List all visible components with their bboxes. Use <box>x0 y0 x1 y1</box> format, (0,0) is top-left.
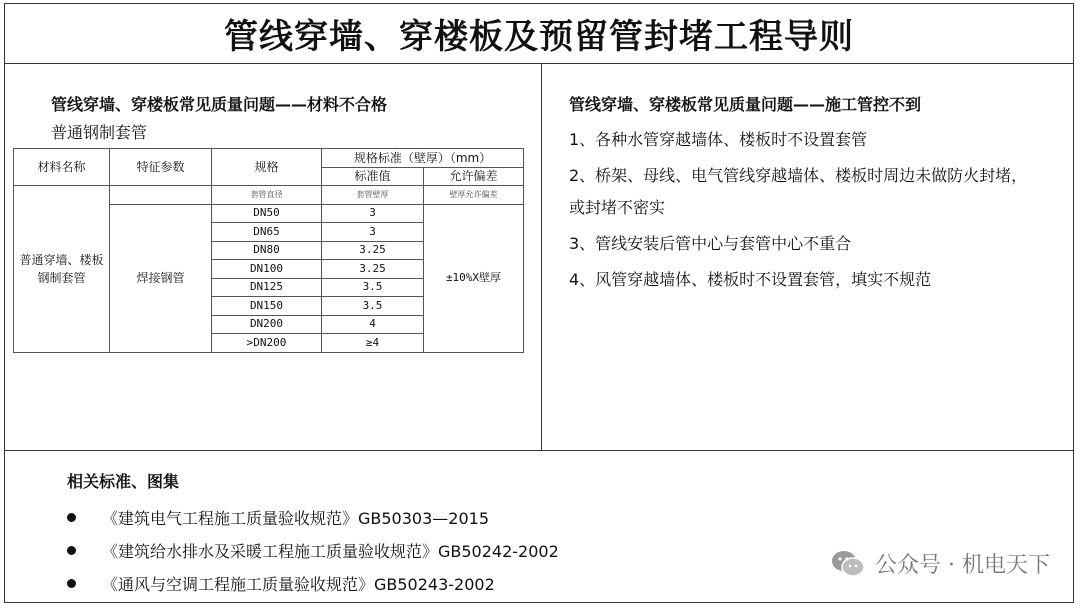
standards-heading: 相关标准、图集 <box>67 472 180 491</box>
empty-cell <box>110 186 212 205</box>
material-name-cell: 普通穿墙、楼板钢制套管 <box>14 186 110 353</box>
list-item: 2、桥架、母线、电气管线穿越墙体、楼板时周边未做防火封堵，或封堵不密实 <box>569 166 1028 217</box>
watermark <box>831 548 1050 579</box>
list-item: 3、管线安装后管中心与套管中心不重合 <box>569 234 852 253</box>
feature-cell: 焊接钢管 <box>110 204 212 352</box>
list-item <box>67 501 559 534</box>
value-cell: 3.5 <box>322 297 424 316</box>
subheader-tolerance: 壁厚允许偏差 <box>424 186 524 205</box>
spec-cell: DN100 <box>212 260 322 279</box>
header-spec: 规格 <box>212 149 322 186</box>
value-cell: 4 <box>322 315 424 334</box>
value-cell: 3.25 <box>322 260 424 279</box>
header-std-value: 标准值 <box>322 167 424 186</box>
construction-issue-heading: 管线穿墙、穿楼板常见质量问题——施工管控不到 <box>569 95 922 114</box>
wechat-icon <box>831 550 865 578</box>
header-tolerance: 允许偏差 <box>424 167 524 186</box>
value-cell: 3.25 <box>322 241 424 260</box>
spec-cell: DN125 <box>212 278 322 297</box>
slide-frame <box>4 3 1074 603</box>
value-cell: ≥4 <box>322 334 424 353</box>
tolerance-cell: ±10%X壁厚 <box>424 204 524 352</box>
material-issue-heading: 管线穿墙、穿楼板常见质量问题——材料不合格 <box>51 95 388 114</box>
issues-section <box>5 64 1073 451</box>
value-cell: 3.5 <box>322 278 424 297</box>
header-feature: 特征参数 <box>110 149 212 186</box>
standards-list <box>67 501 559 600</box>
list-item: 4、风管穿越墙体、楼板时不设置套管，填实不规范 <box>569 270 932 289</box>
value-cell: 3 <box>322 223 424 242</box>
table-header-row <box>14 149 524 168</box>
header-material: 材料名称 <box>14 149 110 186</box>
subheader-std-value: 套管壁厚 <box>322 186 424 205</box>
spec-cell: DN65 <box>212 223 322 242</box>
sleeve-spec-table <box>13 148 524 353</box>
spec-cell: DN150 <box>212 297 322 316</box>
page-title: 管线穿墙、穿楼板及预留管封堵工程导则 <box>5 4 1073 64</box>
bullet-icon <box>67 513 76 522</box>
list-item <box>67 567 559 600</box>
watermark-text: 公众号 · 机电天下 <box>875 553 1050 578</box>
value-cell: 3 <box>322 204 424 223</box>
spec-cell: >DN200 <box>212 334 322 353</box>
bullet-icon <box>67 546 76 555</box>
bullet-icon <box>67 579 76 588</box>
subheader-spec: 套管直径 <box>212 186 322 205</box>
list-item <box>67 534 559 567</box>
standard-text: 《建筑给水排水及采暖工程施工质量验收规范》GB50242-2002 <box>102 542 559 561</box>
standard-text: 《通风与空调工程施工质量验收规范》GB50243-2002 <box>102 575 495 594</box>
header-standard: 规格标准（壁厚）（mm） <box>322 149 524 168</box>
list-item: 1、各种水管穿越墙体、楼板时不设置套管 <box>569 130 868 149</box>
table-subheader-row <box>14 186 524 205</box>
issue-list <box>569 124 1039 300</box>
column-divider <box>541 64 542 450</box>
spec-cell: DN50 <box>212 204 322 223</box>
spec-cell: DN200 <box>212 315 322 334</box>
spec-cell: DN80 <box>212 241 322 260</box>
material-subheading: 普通钢制套管 <box>51 123 148 142</box>
standard-text: 《建筑电气工程施工质量验收规范》GB50303—2015 <box>102 509 489 528</box>
